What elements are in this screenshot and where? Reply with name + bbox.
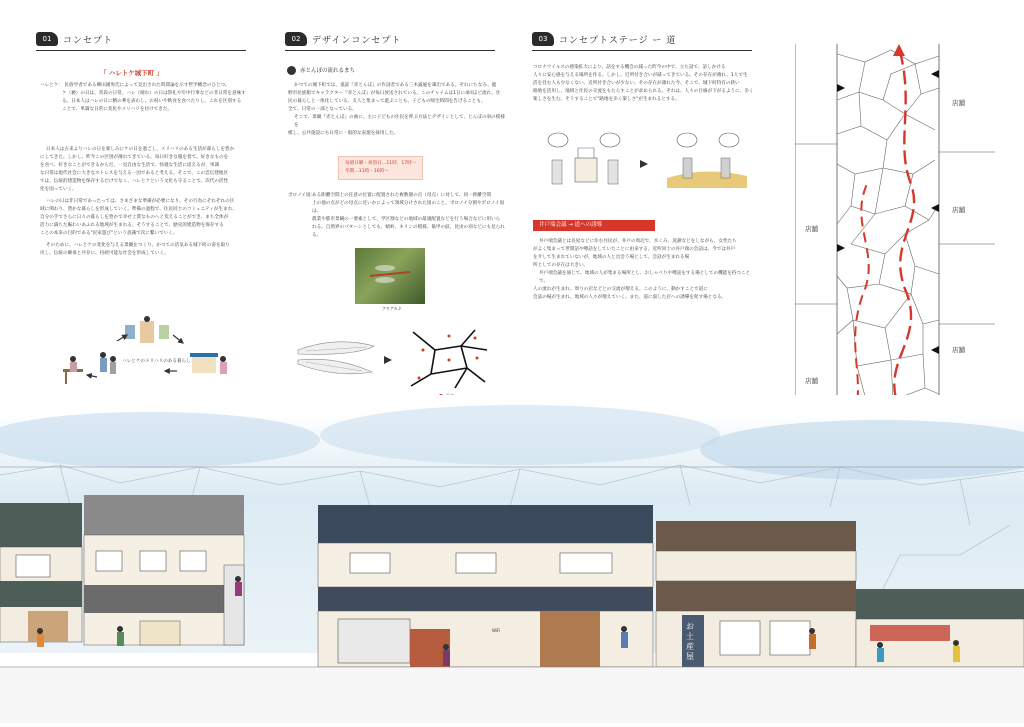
text-line: 民の暮らしと一体化している。友人と集まって遊ぶことも、子どもの帰宅時間を告げることも、 — [288, 99, 486, 104]
elevation-drawing — [0, 395, 1024, 723]
text-line: コロナウイルスの感染拡大により、話をする機会の減った昨今の中で、立ち話で、話しかける — [533, 65, 726, 70]
dragonfly-wing-sketch — [296, 338, 376, 388]
stage-intro — [533, 64, 758, 104]
street-plan — [795, 44, 995, 416]
voronoi-definition — [288, 192, 513, 240]
section-title: コンセプトステージ ー 道 — [559, 36, 677, 46]
text-line: 井戸端会議とは長屋などに住む住民が、井戸の周辺で、水くみ、洗濯などをしながら、女性たち — [539, 239, 737, 244]
text-line: を食べ、好きなことができるからだ。一見自由な生活で、快適な生活に思えるが、単調 — [40, 163, 220, 168]
small-sign-text: WiFi — [492, 628, 501, 633]
text-line: を介して生まれていないが、地域の人と出会う場として、会話が生まれる場 — [533, 255, 690, 260]
dragonfly-bullet-icon — [287, 66, 296, 75]
text-line: 全て、日常の一部となっている。 — [288, 107, 357, 112]
cycle-caption: ハレとケのメリハリのある暮らし — [122, 359, 191, 364]
shop-label: 店舗 — [952, 206, 965, 214]
text-line: 活を営む人も少なくない。近所付き合いが少ない。その存在が薄れた今、そこで、城下町特有の狭い — [533, 81, 740, 86]
text-line: ケ（褻）の日は、普段の日常。ハレ（晴れ）の日は祭礼や年中行事などの非日常を意味す — [62, 91, 246, 96]
text-line: な日常は現代社会に大きなストレスを与える一因であると考える。そこで、この雲伝建地区 — [40, 171, 229, 176]
design-subheading: 赤とんぼの流れるまち — [300, 68, 356, 74]
chime-times-box — [338, 156, 423, 180]
text-line: かつての城下町では、童謡『赤とんぼ』の作詞者である三木露風を輩出である。それにちなみ、龍 — [294, 83, 497, 88]
text-line: 化を図っていく。 — [40, 187, 77, 192]
plan-drawing — [795, 44, 995, 416]
text-line: 戻し、伝統の継承と共存に、持続可能な社会を形成していく。 — [40, 251, 169, 256]
time-line: 毎週日曜・祝祭日…11時、17時〜 — [345, 161, 417, 166]
text-line: にしてきた。しかし、昨今この区別が薄れてきている。毎日好きな服を着て、好きなものを — [40, 155, 229, 160]
text-line: 域に関わり、豊かな暮らしを形成していく。準備の過程で、住民同士のコミュニティが生まれ、 — [40, 207, 238, 212]
person-kimono-icon — [125, 316, 169, 343]
text-line: 路地を活用し、地域と住民の交流をもたらすことが求められる。それは、人々の目線が下がるように、歩く — [533, 89, 754, 94]
stage-body — [533, 238, 758, 302]
market-stall-icon — [190, 353, 227, 374]
text-line: ある距離空間上の任意の位置に配置された複数個の点（母点）に対して、同一距離空間 — [312, 193, 492, 198]
text-line: そこで、景観『赤とんぼ』の曲に、主に子どもの住民を呼ぶ方法とデザインとして、とんぼの羽の模様を — [294, 115, 505, 128]
text-line: では、伝統的建造物を保存するだけでなく、ハレとケという文化も守ることで、次代の活性 — [40, 179, 229, 184]
person-walking-icon — [100, 352, 116, 374]
text-line: ことの本来の目的である"民家遊び"という意識で次に繋いでいく。 — [40, 231, 178, 236]
arrow-right-icon — [640, 160, 648, 168]
text-line: ことで、単調な日常に変化やメリハリを付けてきた。 — [62, 107, 173, 112]
voronoi-label: ボロノイ図： — [288, 193, 316, 198]
text-line: 所としての存在は大きい。 — [533, 263, 589, 268]
road-gathering-sketch — [665, 130, 750, 190]
section-badge: 01 — [36, 32, 58, 46]
text-line: 楽しさを生む。そうすることで"路地を歩く楽しさ"が生まれるとする。 — [533, 97, 680, 102]
text-line: 会話の場が生まれ、地域の人々が増えていく。また、道に面した店への誘導を促す場となる。 — [533, 295, 727, 300]
text-line: 野市民族館でキャラクター『赤とんぼ』が毎日放送されている。このチャイムは1日に4回ほど流れ、住 — [288, 91, 501, 96]
shop-label: 店舗 — [952, 346, 965, 354]
text-line: 活力に満ちた賑わいあふれる地域が生まれる。そうすることで、歴史的建造物を保存する — [40, 223, 224, 228]
section-title: デザインコンセプト — [312, 36, 402, 46]
text-line: 日本人は古来よりハレの日を楽しみにケの日を過ごし、メリハリのある生活が暮らしを豊か — [46, 147, 235, 152]
text-line: れる。自然界のパターンとしても、蜻蛉、キリンの模様、亀甲の紋、昆虫の羽などにも見られる。 — [312, 225, 505, 238]
concept-header — [36, 32, 246, 51]
concept-definition — [40, 82, 255, 114]
street-elevation-illustration — [0, 395, 1024, 723]
well-to-road-bar: 井戸端会議 → 道への誘導 — [533, 220, 655, 231]
text-line: 井戸端会議を通じて、地域の人が集まる場所とし、おしゃべりや噂話をする場としての機能を持つことで、 — [539, 271, 751, 284]
shop-label: 店舗 — [805, 225, 818, 233]
well-gathering-sketch — [540, 130, 630, 190]
voronoi-diagram — [405, 328, 490, 390]
concept-body — [40, 146, 255, 258]
text-line: 模し、公共施設にも日常に一般的な表現を採用した。 — [288, 131, 399, 136]
text-line: ハレとケ： 民俗学者である柳田國男氏によって見出された時間論を示す哲学概念のひとつ。 — [40, 83, 230, 88]
section-title: コンセプト — [63, 36, 114, 46]
section-badge: 02 — [285, 32, 307, 46]
text-line: ハレの日は非日常であったっては、さまざまな準備が必要になり、その行為にそれぞれの区 — [46, 199, 235, 204]
text-line: 自分の手でさらに日々の暮らしを豊かで幸せ上質なものへと変えることができ、まち全体が — [40, 215, 229, 220]
stage-concept-header — [532, 32, 752, 51]
text-line: 上の他の点がどの母点に近いかによって領域分けされた図のこと。ボロノイ分割やボロノイ図は、 — [312, 201, 505, 214]
section-badge: 03 — [532, 32, 554, 46]
design-body — [288, 82, 508, 138]
design-concept-header — [285, 32, 495, 51]
person-desk-icon — [63, 356, 83, 384]
concept-highlight: 「 ハレトケ城下町 」 — [100, 69, 163, 77]
text-line: がよく集まって世間話や噂話をしていたことに由来する。近所同士の井戸端の会話は、今では井戸 — [533, 247, 736, 252]
time-line: 冬期…11時・16時〜 — [345, 169, 389, 174]
text-line: 人の流れが生まれ、周りの店などとの交流が増える。このように、動かすことで道に — [533, 287, 708, 292]
shop-label: 店舗 — [805, 377, 818, 385]
text-line: 人々に安心感を与える場所を作る。しかし、近所付き合いが減ってきている。その存在が薄れ、1人で生 — [533, 73, 748, 78]
text-line: る。日本人はハレの日に精の華を表わし、お祝いや飲食を食べたりし、これを区別する — [62, 99, 242, 104]
text-line: 農業や都市景観の一要素として、学区割などの地域の最適配置などを行う場合などに用いら — [312, 217, 501, 222]
shop-label: 店舗 — [952, 99, 965, 107]
photo-caption: アキアカネ — [382, 306, 402, 311]
text-line: そのために、ハレとケの変化を与える景観をつくり、かつての活気ある城下町の姿を取り — [46, 243, 230, 248]
dragonfly-photo — [355, 248, 425, 304]
shop-sign-text: お土産屋 — [686, 622, 694, 661]
arrow-right-icon — [384, 356, 392, 364]
